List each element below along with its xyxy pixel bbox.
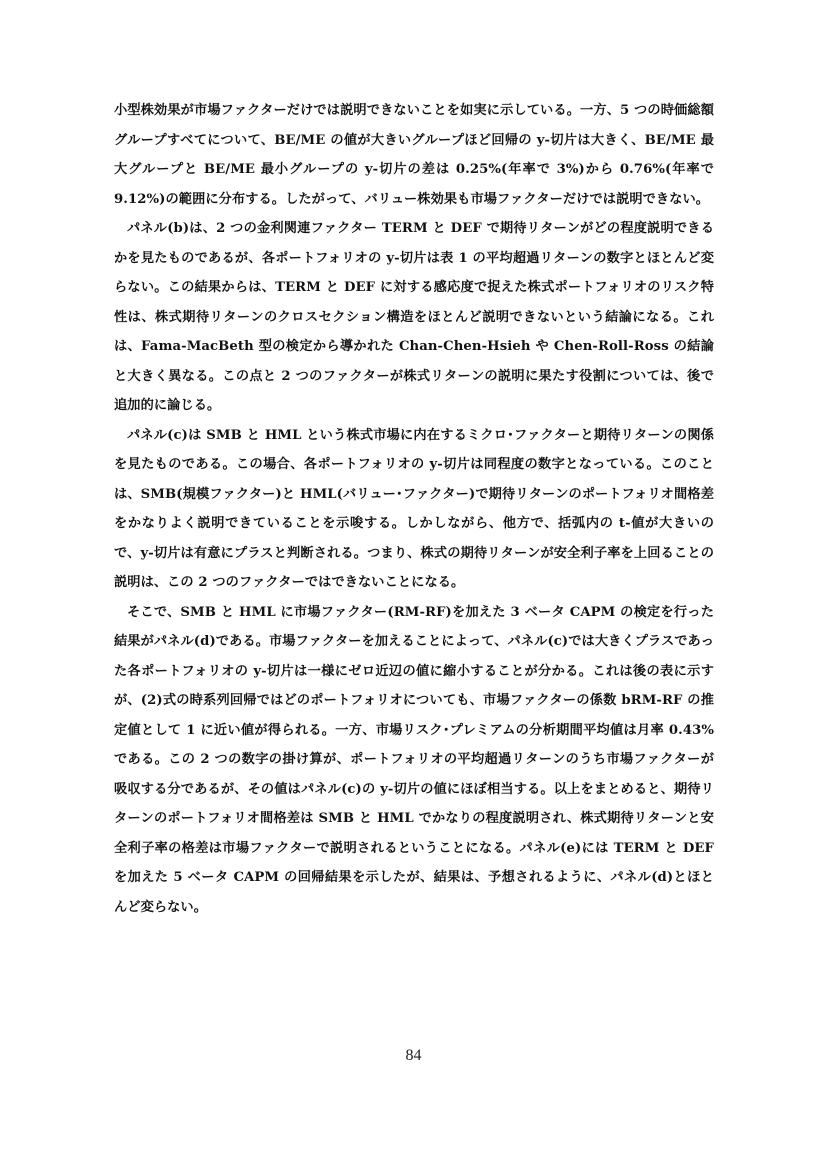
paragraph-panel-d-e: そこで、SMB と HML に市場ファクター(RM-RF)を加えた 3 ベータ CAPM の検定を行った結果がパネル(d)である。市場ファクターを加えることによって、パネル(c)では大きくプラスであった各ポートフォリオの y-切片は一様にゼロ近辺の値に縮小することが分かる。これは後の表に示すが、(2)式の時系列回帰ではどのポートフォリオについても、市場ファクターの係数 bRM-RF の推定値として 1 に近い値が得られる。一方、市場リスク･プレミアムの分析期間平均値は月率 0.43%である。この 2 つの数字の掛け算が、ポートフォリオの平均超過リターンのうち市場ファクターが吸収する分であるが、その値はパネル(c)の y-切片の値にほぼ相当する。以上をまとめると、期待リターンのポートフォリオ間格差は SMB と HML でかなりの程度説明され、株式期待リターンと安全利子率の格差は市場ファクターで説明されるということになる。パネル(e)には TERM と DEF を加えた 5 ベータ CAPM の回帰結果を示したが、結果は、予想されるように、パネル(d)とほとんど変らない。 [114, 604, 714, 915]
paragraph-panel-b: パネル(b)は、2 つの金利関連ファクター TERM と DEF で期待リターンがどの程度説明できるかを見たものであるが、各ポートフォリオの y-切片は表 1 の平均超過リターンの数字とほとんど変らない。この結果からは、TERM と DEF に対する感応度で捉えた株式ポートフォリオのリスク特性は、株式期待リターンのクロスセクション構造をほとんど説明できないという結論になる。これは、Fama-MacBeth 型の検定から導かれた Chan-Chen-Hsieh や Chen-Roll-Ross の結論と大きく異なる。この点と 2 つのファクターが株式リターンの説明に果たす役割については、後で追加的に論じる。 [114, 221, 714, 413]
paragraph-small-cap-value-effect: 小型株効果が市場ファクターだけでは説明できないことを如実に示している。一方、5 つの時価総額グループすべてについて、BE/ME の値が大きいグループほど回帰の y-切片は大きく、BE/ME 最大グループと BE/ME 最小グループの y-切片の差は 0.25%(年率で 3%)から 0.76%(年率で 9.12%)の範囲に分布する。したがって、バリュー株効果も市場ファクターだけでは説明できない。 [114, 103, 714, 207]
page-number: 84 [405, 1047, 422, 1064]
paragraph-panel-c: パネル(c)は SMB と HML という株式市場に内在するミクロ･ファクターと期待リターンの関係を見たものである。この場合、各ポートフォリオの y-切片は同程度の数字となっている。このことは、SMB(規模ファクター)と HML(バリュー･ファクター)で期待リターンのポートフォリオ間格差をかなりよく説明できていることを示唆する。しかしながら、他方で、括弧内の t-値が大きいので、y-切片は有意にプラスと判断される。つまり、株式の期待リターンが安全利子率を上回ることの説明は、この 2 つのファクターではできないことになる。 [114, 427, 714, 590]
body-text [114, 96, 714, 922]
